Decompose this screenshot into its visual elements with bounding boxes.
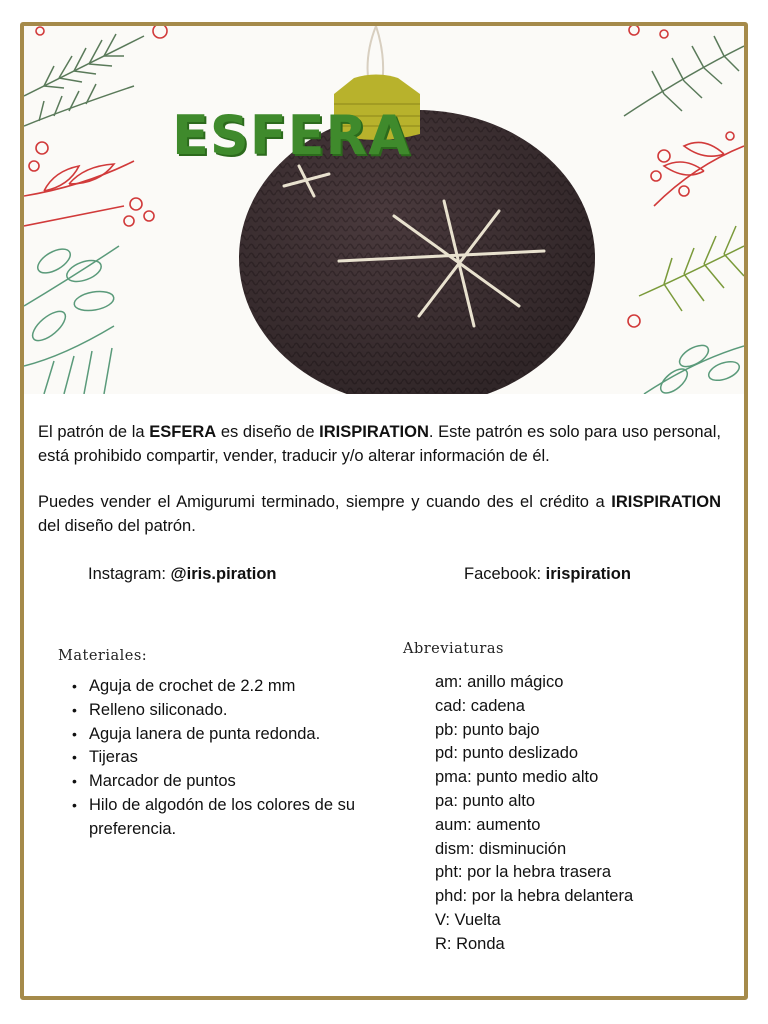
list-item: • Marcador de puntos [72,770,372,794]
facebook-handle: irispiration [545,565,631,583]
list-item: • Aguja de crochet de 2.2 mm [72,675,372,699]
list-item: • Aguja lanera de punta redonda. [72,723,372,747]
hero-banner [24,26,744,394]
facebook-credit: Facebook: irispiration [464,565,631,583]
list-item: • Hilo de algodón de los colores de su preferencia. [72,794,372,842]
list-item: • Tijeras [72,746,372,770]
list-item: pd: punto deslizado [435,744,579,763]
decorative-foliage-icon [24,26,744,394]
instagram-credit: Instagram: @iris.piration [88,565,277,583]
list-item: R: Ronda [435,934,505,953]
abbreviations-list [435,671,633,957]
list-item: pma: punto medio alto [435,768,599,787]
list-item: V: Vuelta [435,910,501,929]
materials-heading: Materiales: [58,648,148,664]
instagram-handle: @iris.piration [170,565,277,583]
abbreviations-heading: Abreviaturas [403,641,504,657]
list-item: cad: cadena [435,696,525,715]
list-item: am: anillo mágico [435,673,564,691]
materials-list [72,675,372,842]
usage-paragraph: El patrón de la ESFERA es diseño de IRISPIRATION. Este patrón es solo para uso personal, está prohibido compartir, vender, traducir y/o alterar información de él. [38,423,721,465]
list-item: pa: punto alto [435,791,535,810]
list-item: aum: aumento [435,815,541,834]
berry-branch-icon [24,142,154,226]
pine-branch-icon [24,34,144,126]
list-item: pht: por la hebra trasera [435,863,612,882]
page-title: ESFERA [172,104,411,167]
leaf-branch-icon [24,244,119,394]
list-item: • Relleno siliconado. [72,699,372,723]
list-item: pb: punto bajo [435,720,540,739]
list-item: dism: disminución [435,839,567,858]
sales-paragraph: Puedes vender el Amigurumi terminado, siempre y cuando des el crédito a IRISPIRATION del diseño del patrón. [38,493,721,535]
list-item: phd: por la hebra delantera [435,887,634,906]
intro-text [38,420,721,560]
